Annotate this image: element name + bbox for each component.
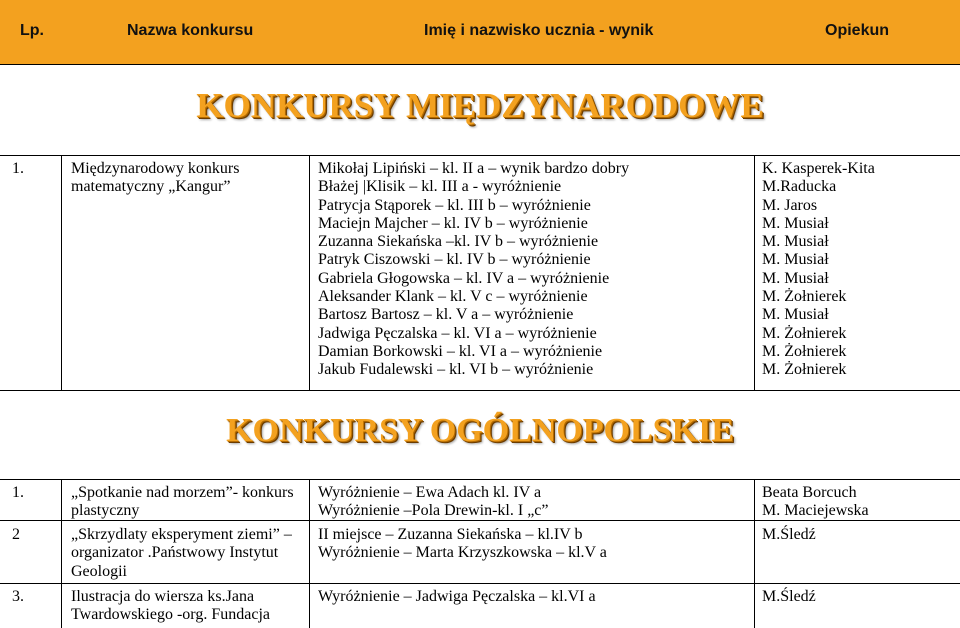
tutor-names (762, 588, 816, 606)
list-item: M. Maciejewska (762, 502, 869, 520)
divider (309, 479, 310, 628)
list-item: Jadwiga Pęczalska – kl. VI a – wyróżnienie (318, 324, 597, 342)
contest-name: Międzynarodowy konkurs matematyczny „Kangur” (71, 160, 240, 196)
list-item: Maciejn Majcher – kl. IV b – wyróżnienie (318, 214, 588, 232)
list-item: M.Śledź (762, 588, 816, 605)
list-item: M. Musiał (762, 233, 829, 251)
table-header (0, 0, 960, 65)
student-results (318, 526, 607, 563)
list-item: M. Żołnierek (762, 288, 847, 306)
row-number: 1. (12, 160, 24, 177)
contest-name: „Spotkanie nad morzem”- konkurs plastyczny (71, 484, 294, 520)
section-title-national: KONKURSY OGÓLNOPOLSKIE (226, 412, 734, 449)
list-item: Patryk Ciszowski – kl. IV b – wyróżnienie (318, 251, 591, 269)
list-item: M. Musiał (762, 214, 829, 232)
list-item: M. Musiał (762, 251, 829, 269)
list-item: M. Musiał (762, 306, 829, 324)
student-results (318, 588, 596, 606)
header-contest-name: Nazwa konkursu (127, 22, 254, 39)
header-tutor: Opiekun (825, 22, 890, 39)
tutor-names (762, 526, 816, 544)
list-item: Wyróżnienie – Marta Krzyszkowska – kl.V a (318, 544, 607, 562)
list-item: Bartosz Bartosz – kl. V a – wyróżnienie (318, 306, 574, 324)
list-item: II miejsce – Zuzanna Siekańska – kl.IV b (318, 526, 583, 543)
list-item: Mikołaj Lipiński – kl. II a – wynik bardzo dobry (318, 160, 630, 177)
row-number: 1. (12, 484, 24, 501)
list-item: Damian Borkowski – kl. VI a – wyróżnienie (318, 342, 603, 360)
list-item: Wyróżnienie – Jadwiga Pęczalska – kl.VI a (318, 588, 596, 605)
divider (0, 155, 960, 156)
contest-name: Ilustracja do wiersza ks.Jana Twardowskiego -org. Fundacja (71, 588, 270, 624)
list-item: K. Kasperek-Kita (762, 160, 875, 177)
list-item: Aleksander Klank – kl. V c – wyróżnienie (318, 288, 588, 306)
student-results (318, 160, 629, 380)
list-item: Błażej |Klisik – kl. III a - wyróżnienie (318, 178, 562, 196)
tutor-names (762, 160, 875, 380)
list-item: M.Raducka (762, 178, 837, 196)
list-item: M. Żołnierek (762, 342, 847, 360)
list-item: Zuzanna Siekańska –kl. IV b – wyróżnienie (318, 233, 599, 251)
header-student-result: Imię i nazwisko ucznia - wynik (424, 22, 654, 39)
list-item: M. Musiał (762, 269, 829, 287)
divider (0, 390, 960, 391)
list-item: Patrycja Stąporek – kl. III b – wyróżnienie (318, 196, 591, 214)
divider (0, 479, 960, 480)
list-item: Gabriela Głogowska – kl. IV a – wyróżnienie (318, 269, 610, 287)
list-item: M. Jaros (762, 196, 818, 214)
student-results (318, 484, 549, 521)
list-item: M. Żołnierek (762, 361, 847, 379)
list-item: Wyróżnienie –Pola Drewin-kl. I „c” (318, 502, 549, 520)
contest-name: „Skrzydlaty eksperyment ziemi” – organizator .Państwowy Instytut Geologii (71, 526, 292, 580)
row-number: 2 (12, 526, 20, 543)
header-lp: Lp. (20, 22, 44, 39)
list-item: Jakub Fudalewski – kl. VI b – wyróżnienie (318, 361, 594, 379)
section-title-international: KONKURSY MIĘDZYNARODOWE (196, 86, 764, 125)
divider (309, 155, 310, 391)
divider (754, 479, 755, 628)
divider (61, 479, 62, 628)
list-item: M. Żołnierek (762, 324, 847, 342)
list-item: Wyróżnienie – Ewa Adach kl. IV a (318, 484, 542, 501)
tutor-names (762, 484, 869, 521)
divider (0, 583, 960, 584)
row-number: 3. (12, 588, 24, 605)
list-item: M.Śledź (762, 526, 816, 543)
divider (754, 155, 755, 391)
list-item: Beata Borcuch (762, 484, 857, 501)
divider (61, 155, 62, 391)
